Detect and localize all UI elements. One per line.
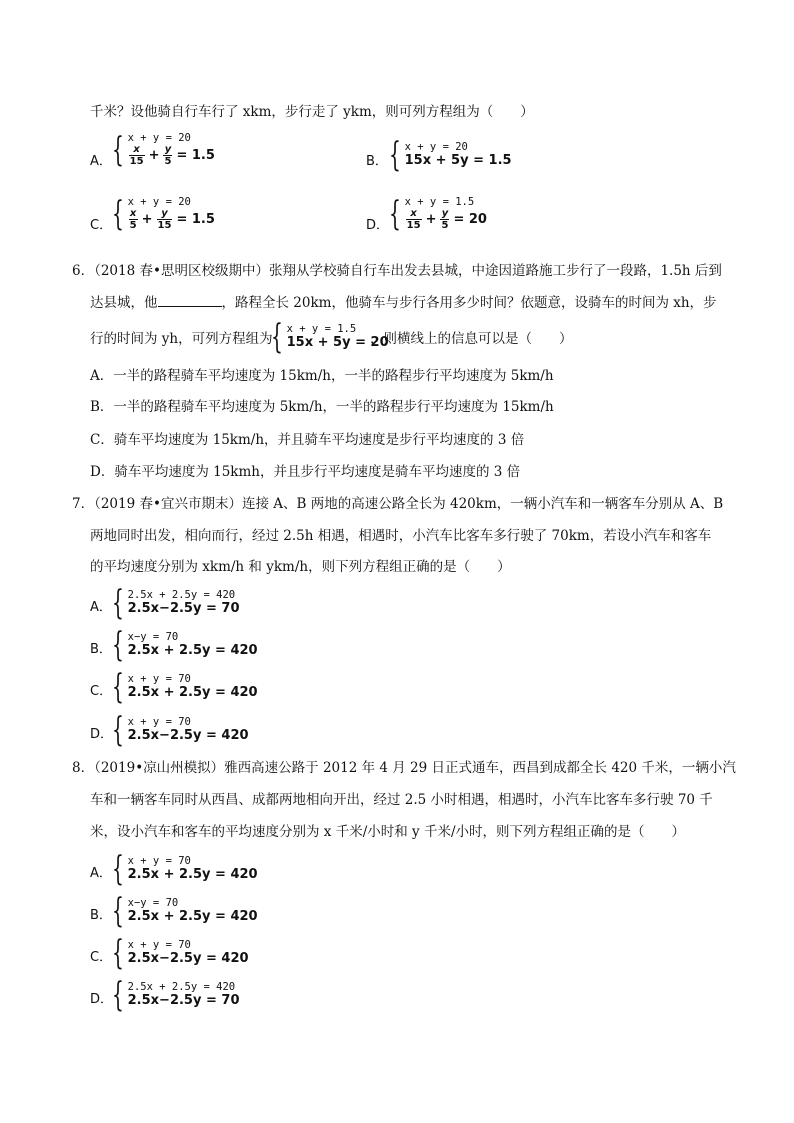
equation-row: x + y = 70 [127, 939, 191, 951]
q8-option-b-label: B． [90, 908, 112, 923]
q6-option-b: B．一半的路程骑车平均速度为 5km/h，一半的路程步行平均速度为 15km/h [90, 399, 554, 415]
q7-option-a-label: A． [90, 600, 112, 615]
equation-row: x + y = 70 [127, 716, 191, 728]
answer-blank [158, 294, 222, 307]
equation-row: x−y = 70 [127, 897, 179, 909]
q7-option-a-system [112, 583, 240, 623]
equation-row: x + y = 70 [127, 855, 191, 867]
equation-row: 2.5x−2.5y = 420 [127, 728, 249, 743]
q7-option-b-system [112, 625, 258, 665]
q5-option-b-label: B． [366, 154, 388, 169]
brace-icon: { [389, 193, 401, 234]
q8-option-d-system [112, 975, 240, 1015]
q5-stem-tail: 千米？设他骑自行车行了 xkm，步行走了 ykm，则可列方程组为（ ） [90, 104, 534, 120]
equation-row: $\frac{x}{15}$ + $\frac{y}{5}$ = 1.5 [129, 144, 215, 167]
q6-stem-line-2: 达县城，他 ，路程全长 20km，他骑车与步行各用多少时间？依题意，设骑车的时间为 xh，步 [90, 295, 717, 311]
equation-row: 2.5x−2.5y = 70 [127, 601, 240, 616]
q8-option-a-label: A． [90, 866, 112, 881]
equation-row: 15x + 5y = 1.5 [404, 153, 512, 168]
brace-icon: { [112, 583, 124, 623]
equation-row: $\frac{x}{15}$ + $\frac{y}{5}$ = 20 [406, 208, 487, 231]
q6-option-a: A．一半的路程骑车平均速度为 15km/h，一半的路程步行平均速度为 5km/h [90, 368, 554, 384]
q8-option-d-label: D． [90, 992, 114, 1007]
q5-option-c-system [112, 193, 215, 234]
equation-row: 2.5x + 2.5y = 420 [127, 867, 258, 882]
equation-row: x + y = 20 [127, 196, 191, 208]
q6-stem-line-1: 6．（2018 春•思明区校级期中）张翔从学校骑自行车出发去县城，中途因道路施工步行了一段路，1.5h 后到 [72, 263, 722, 279]
equation-row: x + y = 20 [127, 132, 191, 144]
q6-stem-line-3: 行的时间为 yh，可列方程组为 [90, 331, 273, 347]
brace-icon: { [112, 193, 124, 234]
q5-option-b-system [389, 135, 512, 175]
brace-icon: { [112, 129, 124, 170]
brace-icon: { [271, 317, 283, 357]
equation-row: 2.5x + 2.5y = 420 [127, 909, 258, 924]
q7-stem-line-1: 7．（2019 春•宜兴市期末）连接 A、B 两地的高速公路全长为 420km，一辆小汽车和一辆客车分别从 A、B [72, 496, 724, 512]
q8-option-c-system [112, 933, 249, 973]
equation-row: 2.5x−2.5y = 420 [127, 951, 249, 966]
equation-row: 15x + 5y = 20 [286, 335, 389, 350]
equation-row: 2.5x + 2.5y = 420 [127, 589, 236, 601]
equation-row: 2.5x + 2.5y = 420 [127, 643, 258, 658]
q8-option-c-label: C． [90, 950, 113, 965]
equation-row: x + y = 70 [127, 673, 191, 685]
brace-icon: { [112, 710, 124, 750]
q7-option-d-system [112, 710, 249, 750]
q5-option-c-label: C． [90, 218, 113, 233]
q7-option-d-label: D． [90, 727, 114, 742]
q5-option-d-system [389, 193, 487, 234]
q5-option-a-system [112, 129, 215, 170]
q6-option-d: D．骑车平均速度为 15kmh，并且步行平均速度是骑车平均速度的 3 倍 [90, 464, 521, 480]
q5-option-a-label: A． [90, 154, 112, 169]
equation-row: 2.5x−2.5y = 70 [127, 993, 240, 1008]
q8-stem-line-2: 车和一辆客车同时从西昌、成都两地相向开出，经过 2.5 小时相遇，相遇时，小汽车比客车多行驶 70 千 [90, 792, 713, 808]
equation-row: x + y = 20 [404, 141, 468, 153]
brace-icon: { [389, 135, 401, 175]
brace-icon: { [112, 891, 124, 931]
q7-option-b-label: B． [90, 642, 112, 657]
q8-option-a-system [112, 849, 258, 889]
q5-option-d-label: D． [366, 218, 390, 233]
q6-option-c: C．骑车平均速度为 15km/h，并且骑车平均速度是步行平均速度的 3 倍 [90, 432, 525, 448]
equation-row: x−y = 70 [127, 631, 179, 643]
brace-icon: { [112, 667, 124, 707]
brace-icon: { [112, 933, 124, 973]
q7-stem-line-2: 两地同时出发，相向而行，经过 2.5h 相遇，相遇时，小汽车比客车多行驶了 70km，若设小汽车和客车 [90, 528, 712, 544]
q8-stem-line-3: 米，设小汽车和客车的平均速度分别为 x 千米/小时和 y 千米/小时，则下列方程组正确的是（ ） [90, 824, 686, 840]
equation-row: x + y = 1.5 [404, 196, 475, 208]
equation-row: 2.5x + 2.5y = 420 [127, 685, 258, 700]
equation-row: x + y = 1.5 [286, 323, 357, 335]
brace-icon: { [112, 849, 124, 889]
q6-stem-line-3-tail: ，则横线上的信息可以是（ ） [370, 331, 573, 347]
brace-icon: { [112, 975, 124, 1015]
q8-stem-line-1: 8．（2019•凉山州模拟）雅西高速公路于 2012 年 4 月 29 日正式通车，西昌到成都全长 420 千米，一辆小汽 [72, 760, 736, 776]
q7-option-c-system [112, 667, 258, 707]
brace-icon: { [112, 625, 124, 665]
q7-option-c-label: C． [90, 684, 113, 699]
q8-option-b-system [112, 891, 258, 931]
equation-row: $\frac{x}{5}$ + $\frac{y}{15}$ = 1.5 [129, 208, 215, 231]
q7-stem-line-3: 的平均速度分别为 xkm/h 和 ykm/h，则下列方程组正确的是（ ） [90, 559, 511, 575]
equation-row: 2.5x + 2.5y = 420 [127, 981, 236, 993]
